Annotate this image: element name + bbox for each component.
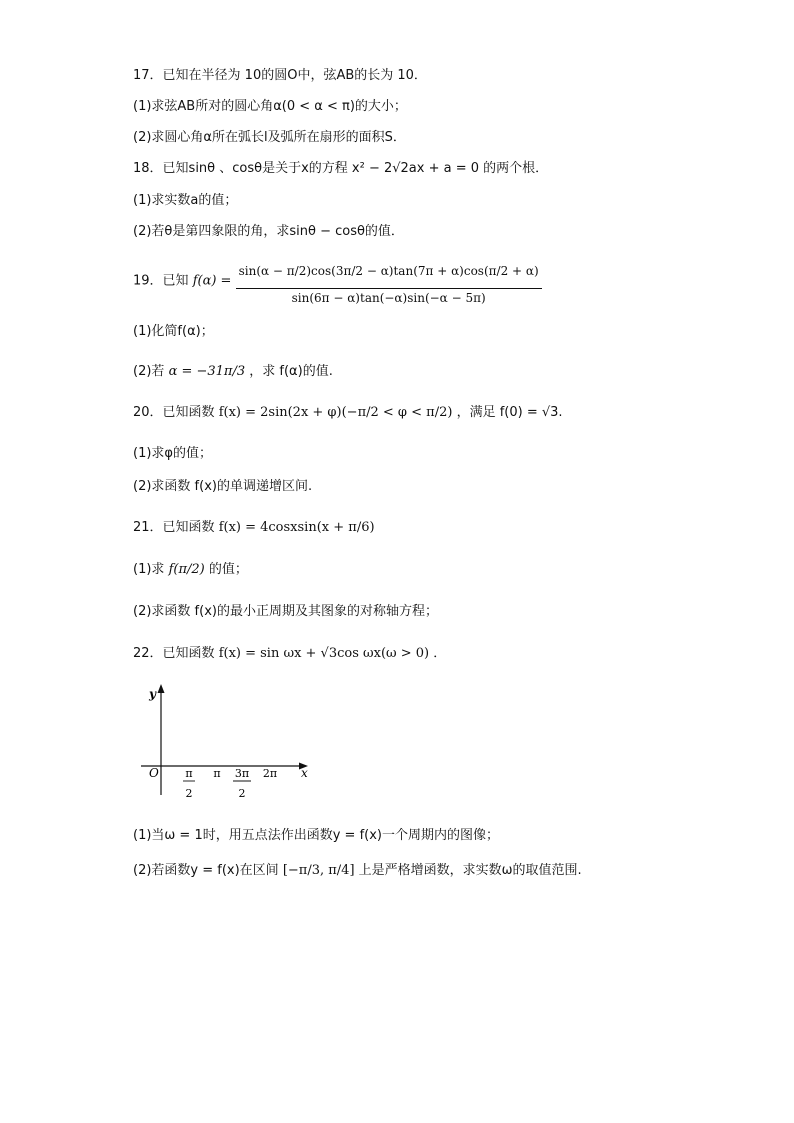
- q22-prefix: 22．已知函数: [133, 646, 215, 661]
- tick-3pi-over-2-num: 3π: [234, 767, 250, 780]
- q21-part1-prefix: (1)求: [133, 562, 165, 577]
- tick-pi-over-2: [183, 767, 195, 800]
- q19-part2-value: α = −31π/3: [168, 364, 246, 379]
- q18-part1: (1)求实数a的值；: [133, 193, 238, 208]
- q20-part1: (1)求φ的值；: [133, 446, 212, 461]
- x-axis-label: x: [301, 766, 308, 780]
- tick-3pi-over-2: [233, 767, 251, 800]
- q22-part2: [133, 863, 582, 879]
- q19-stem: [133, 256, 542, 308]
- q19-part2-prefix: (2)若: [133, 364, 165, 379]
- q22-suffix: ．: [433, 646, 447, 661]
- q19-part1: (1)化简f(α)；: [133, 324, 214, 339]
- q21-part2: (2)求函数 f(x)的最小正周期及其图象的对称轴方程；: [133, 604, 438, 619]
- q21-part1-suffix: 的值；: [208, 562, 248, 577]
- q20-prefix: 20．已知函数: [133, 405, 215, 420]
- y-axis-label: y: [149, 687, 156, 701]
- q17-part1: (1)求弦AB所对的圆心角α(0 < α < π)的大小；: [133, 99, 407, 114]
- q17-part2: (2)求圆心角α所在弧长l及弧所在扇形的面积S．: [133, 130, 406, 145]
- y-axis-arrow: [158, 684, 165, 693]
- q22-stem: [133, 646, 446, 662]
- q19-lhs: f(α) =: [192, 273, 232, 289]
- q18-part2: (2)若θ是第四象限的角，求sinθ − cosθ的值．: [133, 224, 404, 239]
- q21-part1-value: f(π/2): [168, 562, 205, 577]
- q21-formula: f(x) = 4cosxsin(x + π/6): [218, 520, 375, 535]
- q20-formula: f(x) = 2sin(2x + φ)(−π/2 < φ < π/2): [218, 405, 453, 420]
- coordinate-axes-figure: [135, 680, 325, 805]
- q20-part2: (2)求函数 f(x)的单调递增区间.: [133, 479, 313, 494]
- tick-pi-over-2-den: 2: [185, 787, 193, 800]
- q22-part2-suffix: 上是严格增函数，求实数ω的取值范围.: [358, 863, 582, 878]
- origin-label: O: [149, 766, 159, 780]
- tick-3pi-over-2-den: 2: [238, 787, 246, 800]
- q21-part1: [133, 562, 248, 578]
- q19-denominator: sin(6π − α)tan(−α)sin(−α − 5π): [291, 291, 486, 305]
- q22-part2-prefix: (2)若函数y = f(x)在区间: [133, 863, 279, 878]
- q20-condition: ，满足 f(0) = √3.: [456, 405, 563, 420]
- tick-2pi: 2π: [262, 767, 278, 780]
- q18-stem: 18．已知sinθ 、cosθ是关于x的方程 x² − 2√2ax + a = 0 的两个根．: [133, 161, 549, 176]
- q21-prefix: 21．已知函数: [133, 520, 215, 535]
- q17-stem: 17．已知在半径为 10的圆O中，弦AB的长为 10．: [133, 68, 427, 83]
- q19-prefix: 19．已知: [133, 273, 189, 289]
- tick-pi-over-2-num: π: [185, 767, 193, 780]
- q19-fraction: [236, 256, 542, 307]
- q19-numerator: sin(α − π/2)cos(3π/2 − α)tan(7π + α)cos(π/2 + α): [236, 256, 542, 289]
- tick-pi: π: [213, 767, 221, 780]
- q21-stem: [133, 520, 375, 536]
- q22-formula: f(x) = sin ωx + √3cos ωx(ω > 0): [218, 646, 430, 661]
- q19-part2-suffix: ，求 f(α)的值.: [249, 364, 333, 379]
- q19-part2: [133, 364, 333, 380]
- q20-stem: [133, 405, 563, 421]
- q22-part1: (1)当ω = 1时，用五点法作出函数y = f(x)一个周期内的图像；: [133, 828, 499, 843]
- q22-part2-interval: [−π/3, π/4]: [282, 863, 355, 878]
